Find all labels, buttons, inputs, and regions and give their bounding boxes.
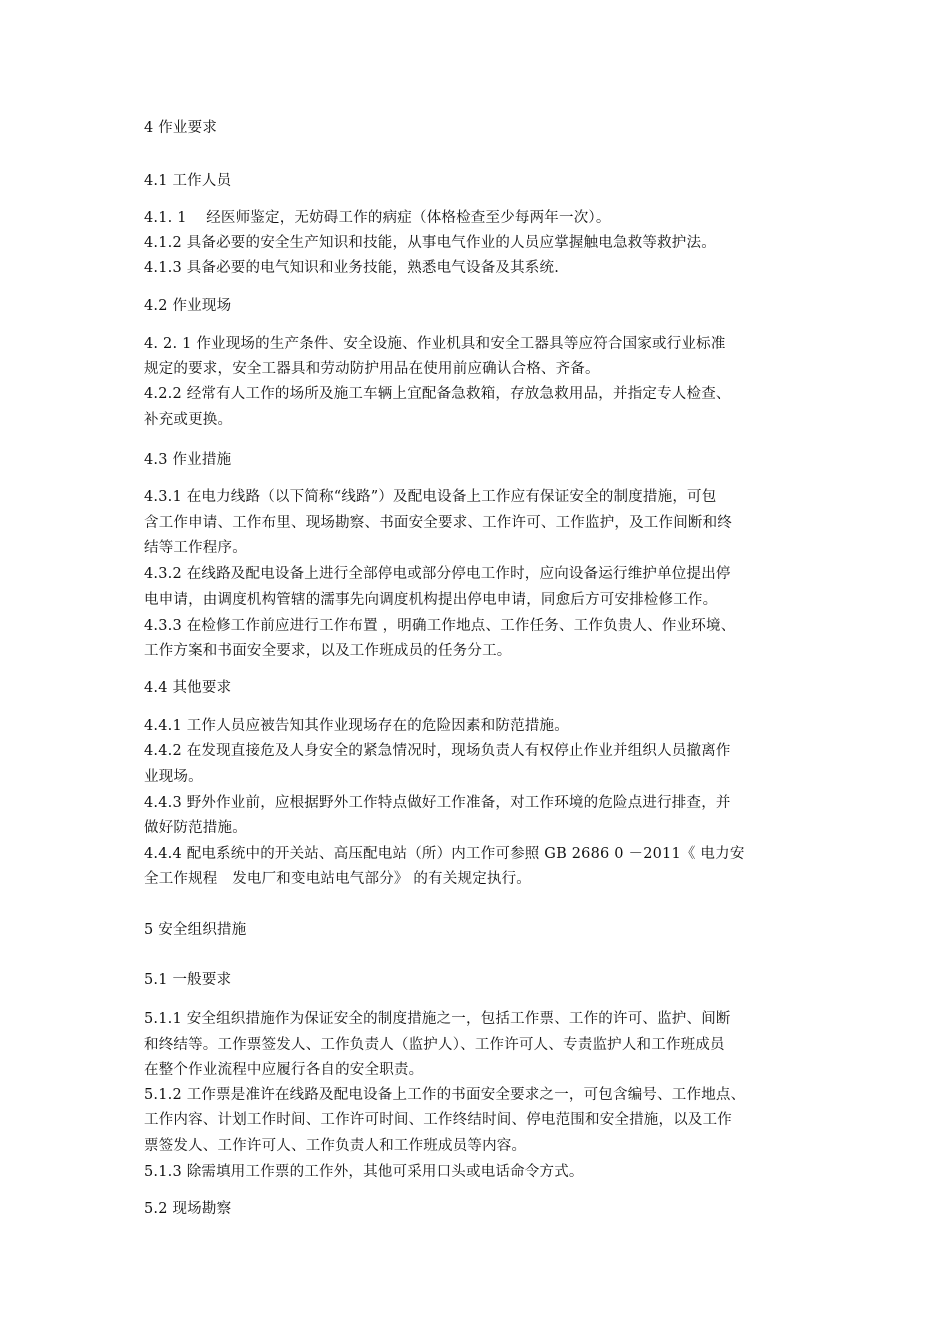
paragraph-line: 4. 2. 1 作业现场的生产条件、安全设施、作业机具和安全工器具等应符合国家或行业标准 bbox=[144, 336, 726, 352]
paragraph-line: 工作内容、计划工作时间、工作许可时间、工作终结时间、停电范围和安全措施，以及工作 bbox=[144, 1112, 732, 1128]
paragraph-line: 4.1. 1 经医师鉴定，无妨碍工作的病症（体格检查至少每两年一次）。 bbox=[144, 210, 611, 226]
paragraph-line: 4.1.3 具备必要的电气知识和业务技能，熟悉电气设备及其系统. bbox=[144, 260, 560, 276]
paragraph-line: 4.4.4 配电系统中的开关站、高压配电站（所）内工作可参照 GB 2686 0 －2011《 电力安 bbox=[144, 846, 745, 862]
subsection-heading: 4.2 作业现场 bbox=[144, 298, 232, 314]
paragraph-line: 全工作规程 发电厂和变电站电气部分》 的有关规定执行。 bbox=[144, 871, 532, 887]
paragraph-line: 4.4.2 在发现直接危及人身安全的紧急情况时，现场负责人有权停止作业并组织人员撤离作 bbox=[144, 743, 731, 759]
paragraph-line: 和终结等。工作票签发人、工作负责人（监护人）、工作许可人、专责监护人和工作班成员 bbox=[144, 1037, 725, 1053]
paragraph-line: 5.1.1 安全组织措施作为保证安全的制度措施之一，包括工作票、工作的许可、监护、间断 bbox=[144, 1011, 731, 1027]
paragraph-line: 5.1.2 工作票是准许在线路及配电设备上工作的书面安全要求之一，可包含编号、工作地点、 bbox=[144, 1087, 746, 1103]
paragraph-line: 4.2.2 经常有人工作的场所及施工车辆上宜配备急救箱，存放急救用品，并指定专人检查、 bbox=[144, 386, 731, 402]
paragraph-line: 4.3.3 在检修工作前应进行工作布置 ，明确工作地点、工作任务、工作负贵人、作业环境、 bbox=[144, 618, 736, 634]
paragraph-line: 5.1.3 除需填用工作票的工作外，其他可采用口头或电话命令方式。 bbox=[144, 1164, 584, 1180]
paragraph-line: 4.3.1 在电力线路（以下简称“线路”）及配电设备上工作应有保证安全的制度措施，可包 bbox=[144, 489, 717, 505]
paragraph-line: 结等工作程序。 bbox=[144, 540, 247, 556]
subsection-heading: 5.2 现场勘察 bbox=[144, 1201, 232, 1217]
paragraph-line: 4.4.1 工作人员应被告知其作业现场存在的危险因素和防范措施。 bbox=[144, 718, 569, 734]
subsection-heading: 4.1 工作人员 bbox=[144, 173, 232, 189]
subsection-heading: 4.3 作业措施 bbox=[144, 452, 232, 468]
paragraph-line: 补充或更换。 bbox=[144, 412, 233, 428]
subsection-heading: 5.1 一般要求 bbox=[144, 972, 232, 988]
subsection-heading: 4.4 其他要求 bbox=[144, 680, 232, 696]
paragraph-line: 4.4.3 野外作业前，应根据野外工作特点做好工作准备，对工作环境的危险点进行排查，并 bbox=[144, 795, 731, 811]
paragraph-line: 在整个作业流程中应履行各自的安全职责。 bbox=[144, 1062, 424, 1078]
section-heading: 4 作业要求 bbox=[144, 120, 218, 136]
paragraph-line: 做好防范措施。 bbox=[144, 820, 247, 836]
paragraph-line: 4.1.2 具备必要的安全生产知识和技能，从事电气作业的人员应掌握触电急救等救护法。 bbox=[144, 235, 716, 251]
paragraph-line: 业现场。 bbox=[144, 769, 203, 785]
paragraph-line: 电申请，由调度机构管辖的濡事先向调度机构提出停电申请，同愈后方可安排检修工作。 bbox=[144, 592, 718, 608]
paragraph-line: 4.3.2 在线路及配电设备上进行全部停电或部分停电工作时，应向设备运行维护单位提出停 bbox=[144, 566, 731, 582]
paragraph-line: 票签发人、工作许可人、工作负责人和工作班成员等内容。 bbox=[144, 1138, 527, 1154]
paragraph-line: 含工作申请、工作布里、现场勘察、书面安全要求、工作许可、工作监护，及工作间断和终 bbox=[144, 515, 732, 531]
section-heading: 5 安全组织措施 bbox=[144, 922, 247, 938]
paragraph-line: 工作方案和书面安全要求，以及工作班成员的任务分工。 bbox=[144, 643, 512, 659]
paragraph-line: 规定的要求，安全工器具和劳动防护用品在使用前应确认合格、齐备。 bbox=[144, 361, 600, 377]
